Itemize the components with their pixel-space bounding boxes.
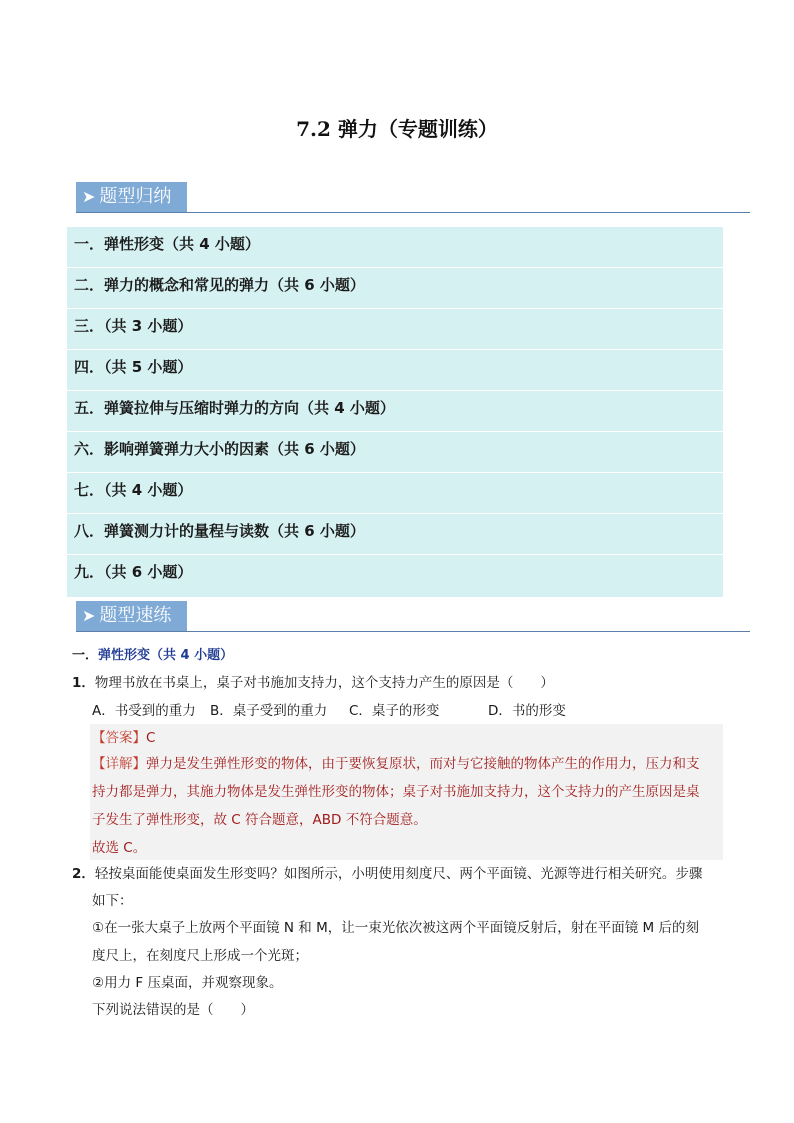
- detail-line: 持力都是弹力，其施力物体是发生弹性形变的物体；桌子对书施加支持力，这个支持力的产生原因是桌: [92, 784, 700, 800]
- arrow-icon: ➤: [82, 606, 96, 625]
- question-text-line: ②用力 F 压桌面，并观察现象。: [92, 975, 283, 991]
- category-heading: [72, 644, 233, 663]
- question-text-line: 度尺上，在刻度尺上形成一个光斑；: [92, 948, 308, 964]
- category-link[interactable]: 弹性形变: [98, 648, 151, 663]
- section-label: [76, 182, 187, 212]
- conclusion-line: 故选 C。: [92, 840, 147, 856]
- question-text: 物理书放在书桌上，桌子对书施加支持力，这个支持力产生的原因是（ ）: [94, 675, 554, 691]
- question-text: 轻按桌面能使桌面发生形变吗？如图所示，小明使用刻度尺、两个平面镜、光源等进行相关研究。步骤: [94, 866, 703, 882]
- section-title: 题型归纳: [99, 186, 172, 207]
- answer-line: [92, 726, 155, 746]
- question-text-line: ①在一张大桌子上放两个平面镜 N 和 M，让一束光依次被这两个平面镜反射后，射在平面镜 M 后的刻: [92, 920, 699, 936]
- question-text-line: 如下：: [92, 893, 133, 909]
- toc-item[interactable]: 一．弹性形变（共 4 小题）: [74, 235, 260, 253]
- toc-item[interactable]: 七．（共 4 小题）: [74, 481, 193, 499]
- question-2: [72, 862, 702, 882]
- category-count: （共 4 小题）: [150, 648, 234, 663]
- section-rule: [76, 631, 750, 632]
- divider: [67, 308, 723, 309]
- detail-text: 弹力是发生弹性形变的物体，由于要恢复原状，而对与它接触的物体产生的作用力，压力和支: [146, 756, 700, 772]
- page-title: 7.2 弹力（专题训练）: [296, 117, 498, 141]
- detail-tag: 【详解】: [92, 756, 146, 772]
- toc-item[interactable]: 三．（共 3 小题）: [74, 317, 193, 335]
- divider: [67, 472, 723, 473]
- question-text-line: 下列说法错误的是（ ）: [92, 1002, 254, 1018]
- section-header-summary: [76, 182, 750, 216]
- arrow-icon: ➤: [82, 187, 96, 206]
- divider: [67, 431, 723, 432]
- divider: [67, 349, 723, 350]
- option-d: D．书的形变: [488, 703, 566, 719]
- divider: [67, 390, 723, 391]
- question-number: 2．: [72, 866, 95, 882]
- category-prefix: 一．: [72, 648, 99, 663]
- toc-item[interactable]: 九．（共 6 小题）: [74, 563, 193, 581]
- toc-item[interactable]: 二．弹力的概念和常见的弹力（共 6 小题）: [74, 276, 365, 294]
- option-c: C．桌子的形变: [349, 703, 440, 719]
- toc-item[interactable]: 四．（共 5 小题）: [74, 358, 193, 376]
- section-rule: [76, 212, 750, 213]
- toc-item[interactable]: 五．弹簧拉伸与压缩时弹力的方向（共 4 小题）: [74, 399, 395, 417]
- divider: [67, 267, 723, 268]
- answer-tag: 【答案】: [92, 730, 146, 746]
- question-1: [72, 671, 554, 691]
- toc-item[interactable]: 八．弹簧测力计的量程与读数（共 6 小题）: [74, 522, 365, 540]
- option-b: B．桌子受到的重力: [210, 703, 328, 719]
- toc-item[interactable]: 六．影响弹簧弹力大小的因素（共 6 小题）: [74, 440, 365, 458]
- section-label: [76, 601, 187, 631]
- question-type-list: [67, 227, 723, 597]
- divider: [67, 554, 723, 555]
- section-header-practice: [76, 601, 750, 635]
- answer-value: C: [146, 730, 156, 746]
- section-title: 题型速练: [99, 605, 172, 626]
- option-a: A．书受到的重力: [92, 703, 196, 719]
- question-number: 1．: [72, 675, 95, 691]
- detail-line: 子发生了弹性形变，故 C 符合题意，ABD 不符合题意。: [92, 812, 427, 828]
- detail-line: [92, 752, 700, 772]
- divider: [67, 513, 723, 514]
